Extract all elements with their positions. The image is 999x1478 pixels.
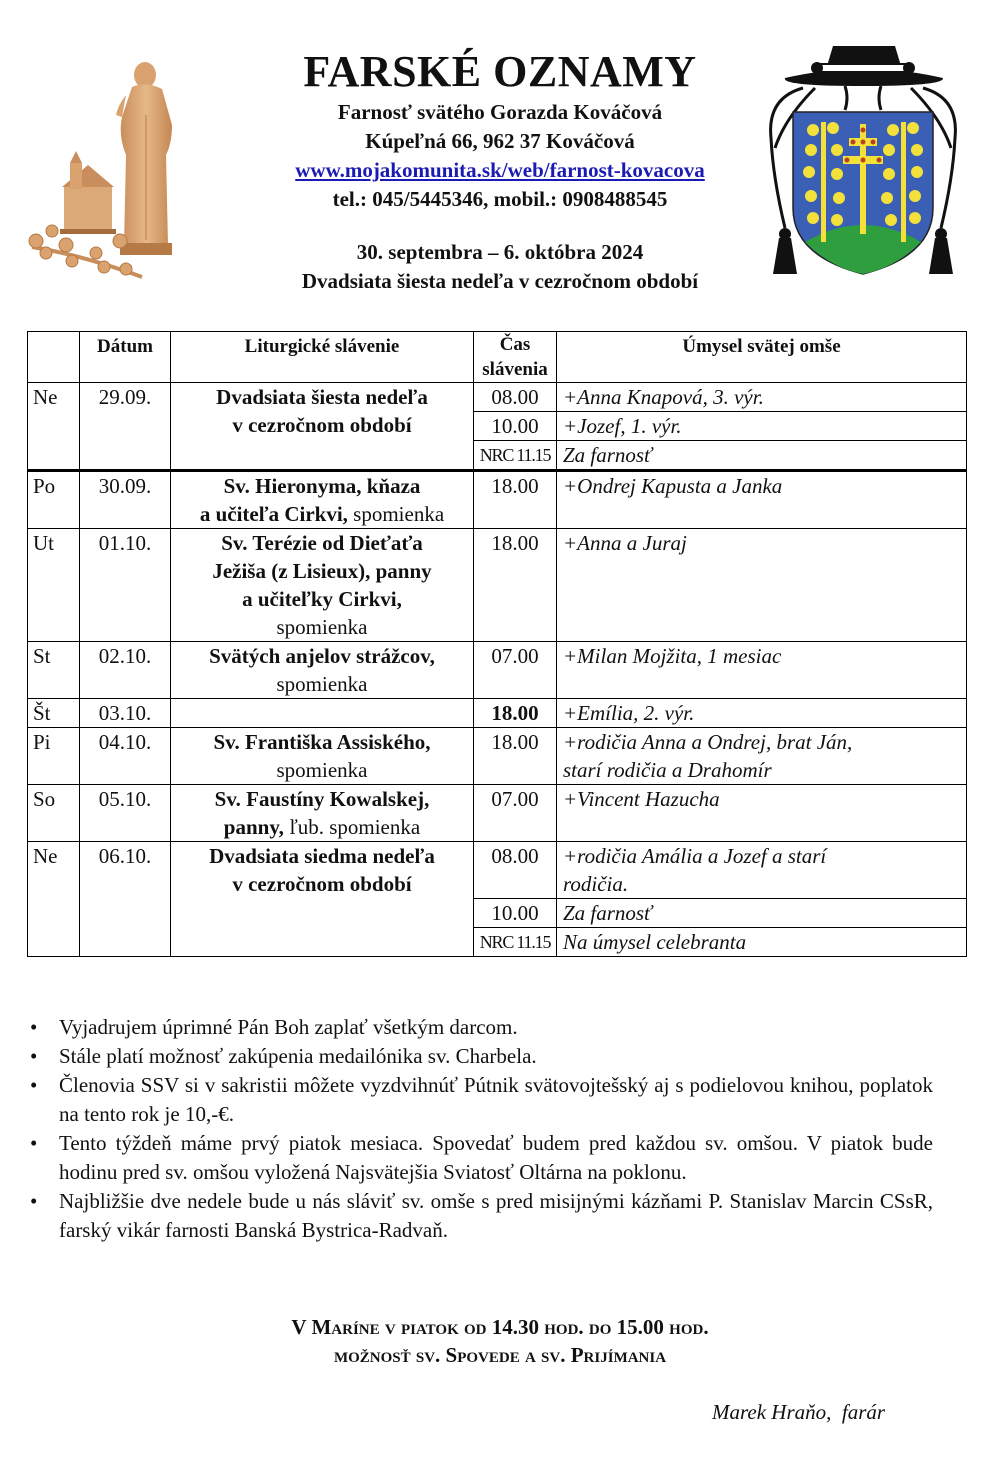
cell-intention: +Milan Mojžita, 1 mesiac	[557, 642, 967, 699]
table-row	[28, 529, 967, 642]
cell-intention: +Ondrej Kapusta a Janka	[557, 471, 967, 529]
header-time-line1: Čas	[499, 334, 531, 355]
cell-day: Ne	[28, 842, 80, 957]
announcement-text: Vyjadrujem úprimné Pán Boh zaplať všetkým darcom.	[59, 1015, 518, 1039]
announcement-item	[30, 1071, 933, 1129]
cell-time: 18.00	[474, 471, 557, 529]
intention-line: rodičia.	[563, 872, 629, 896]
announcement-text: Tento týždeň máme prvý piatok mesiaca. Spovedať budem pred každou sv. omšou. V piatok bude hodinu pred sv. omšou vyložená Najsvätejšia Sviatosť Oltárna na poklonu.	[59, 1131, 933, 1184]
liturgy-rank: ľub. spomienka	[289, 815, 421, 839]
cell-day: So	[28, 785, 80, 842]
announcement-text: Najbližšie dve nedele bude u nás sláviť sv. omše s pred misijnými kázňami P. Stanislav Marcin CSsR, farský vikár farnosti Banská Bystrica-Radvaň.	[59, 1189, 933, 1242]
closing-line: V Maríne v piatok od 14.30 hod. do 15.00 hod.	[291, 1315, 709, 1339]
cell-time: NRC 11.15	[474, 441, 557, 471]
statue-illustration	[22, 55, 192, 285]
cell-day: Št	[28, 699, 80, 728]
announcement-item	[30, 1042, 933, 1071]
cell-time: 08.00	[474, 383, 557, 412]
cell-liturgy	[171, 471, 474, 529]
cell-day: Po	[28, 471, 80, 529]
cell-time: 10.00	[474, 899, 557, 928]
closing-note	[160, 1313, 840, 1369]
cell-liturgy	[171, 728, 474, 785]
header-time	[474, 332, 557, 383]
cell-date: 04.10.	[80, 728, 171, 785]
liturgy-line: Dvadsiata siedma nedeľa	[209, 844, 435, 868]
church-model	[60, 151, 116, 234]
saint-statue	[116, 62, 172, 255]
header-liturgy: Liturgické slávenie	[171, 332, 474, 383]
liturgy-line: Svätých anjelov strážcov,	[209, 644, 435, 668]
page-title: FARSKÉ OZNAMY	[303, 47, 697, 96]
bullet-icon: •	[30, 1189, 38, 1213]
cell-day: Pi	[28, 728, 80, 785]
cell-date: 29.09.	[80, 383, 171, 471]
cell-time: 18.00	[474, 699, 557, 728]
liturgy-line: Sv. Františka Assiského,	[213, 730, 431, 754]
table-row	[28, 842, 967, 899]
date-range: 30. septembra – 6. októbra 2024	[356, 240, 644, 264]
liturgy-line: panny,	[223, 815, 284, 839]
liturgy-line: a učiteľa Cirkvi,	[199, 502, 348, 526]
intention-line: +rodičia Anna a Ondrej, brat Ján,	[563, 730, 853, 754]
table-row	[28, 471, 967, 529]
cell-day: Ut	[28, 529, 80, 642]
table-row	[28, 642, 967, 699]
header-day	[28, 332, 80, 383]
bullet-icon: •	[30, 1073, 38, 1097]
coat-of-arms	[755, 38, 970, 278]
parish-website-link[interactable]: www.mojakomunita.sk/web/farnost-kovacova	[295, 158, 705, 182]
liturgy-rank: spomienka	[353, 502, 445, 526]
cell-time: NRC 11.15	[474, 928, 557, 957]
cell-date: 03.10.	[80, 699, 171, 728]
announcements-list	[30, 1013, 933, 1245]
cell-intention: +Anna a Juraj	[557, 529, 967, 642]
liturgy-line: Dvadsiata šiesta nedeľa	[216, 385, 428, 409]
galero-hat-icon	[785, 46, 943, 86]
announcement-item	[30, 1187, 933, 1245]
header-text	[240, 46, 760, 296]
bullet-icon: •	[30, 1044, 38, 1068]
closing-line: možnosť sv. Spovede a sv. Prijímania	[333, 1343, 667, 1367]
bullet-icon: •	[30, 1015, 38, 1039]
cell-intention: +Emília, 2. výr.	[557, 699, 967, 728]
table-row	[28, 699, 967, 728]
header-intention: Úmysel svätej omše	[557, 332, 967, 383]
cell-liturgy	[171, 785, 474, 842]
signature: Marek Hraňo, farár	[712, 1400, 886, 1424]
parish-name: Farnosť svätého Gorazda Kováčová	[337, 100, 663, 124]
cell-time: 18.00	[474, 728, 557, 785]
cell-liturgy	[171, 699, 474, 728]
table-row	[28, 728, 967, 785]
cell-time: 18.00	[474, 529, 557, 642]
liturgy-rank: spomienka	[276, 758, 368, 782]
liturgy-line: Sv. Faustíny Kowalskej,	[214, 787, 430, 811]
cell-time: 10.00	[474, 412, 557, 441]
table-header-row	[28, 332, 967, 383]
cell-time: 07.00	[474, 642, 557, 699]
intention-line: +rodičia Amália a Jozef a starí	[563, 844, 827, 868]
announcement-text: Členovia SSV si v sakristii môžete vyzdvihnúť Pútnik svätovojtešský aj s podielovou knihou, poplatok na tento rok je 10,-€.	[59, 1073, 933, 1126]
intention-line: starí rodičia a Drahomír	[563, 758, 772, 782]
liturgy-line: Sv. Hieronyma, kňaza	[223, 474, 421, 498]
cell-date: 30.09.	[80, 471, 171, 529]
cell-date: 02.10.	[80, 642, 171, 699]
cell-liturgy	[171, 529, 474, 642]
table-row	[28, 383, 967, 412]
liturgy-line: v cezročnom období	[232, 872, 412, 896]
mass-schedule-table	[27, 331, 967, 957]
liturgical-week: Dvadsiata šiesta nedeľa v cezročnom období	[301, 269, 699, 293]
cell-time: 08.00	[474, 842, 557, 899]
cell-intention: Na úmysel celebranta	[557, 928, 967, 957]
liturgy-line: a učiteľky Cirkvi,	[242, 587, 402, 611]
cell-date: 01.10.	[80, 529, 171, 642]
announcement-item	[30, 1013, 933, 1042]
announcement-item	[30, 1129, 933, 1187]
header-date: Dátum	[80, 332, 171, 383]
cell-intention: Za farnosť	[557, 441, 967, 471]
cell-intention: +Jozef, 1. výr.	[557, 412, 967, 441]
liturgy-rank: spomienka	[276, 672, 368, 696]
cell-intention: +Anna Knapová, 3. výr.	[557, 383, 967, 412]
parish-address: Kúpeľná 66, 962 37 Kováčová	[365, 129, 635, 153]
announcement-text: Stále platí možnosť zakúpenia medailónika sv. Charbela.	[59, 1044, 537, 1068]
liturgy-line: v cezročnom období	[232, 413, 412, 437]
cell-intention: Za farnosť	[557, 899, 967, 928]
cell-liturgy	[171, 842, 474, 957]
parish-phones: tel.: 045/5445346, mobil.: 0908488545	[332, 187, 668, 211]
liturgy-line: Ježiša (z Lisieux), panny	[212, 559, 432, 583]
cell-time: 07.00	[474, 785, 557, 842]
cell-intention	[557, 842, 967, 899]
liturgy-line: Sv. Terézie od Dieťaťa	[221, 531, 423, 555]
cell-liturgy	[171, 642, 474, 699]
shield	[793, 112, 933, 274]
bullet-icon: •	[30, 1131, 38, 1155]
cell-date: 05.10.	[80, 785, 171, 842]
table-row	[28, 785, 967, 842]
cell-day: Ne	[28, 383, 80, 471]
page-header	[0, 0, 999, 320]
cell-intention	[557, 728, 967, 785]
cell-intention: +Vincent Hazucha	[557, 785, 967, 842]
cell-liturgy	[171, 383, 474, 471]
cell-day: St	[28, 642, 80, 699]
liturgy-rank: spomienka	[276, 615, 368, 639]
cell-date: 06.10.	[80, 842, 171, 957]
header-time-line2: slávenia	[482, 359, 548, 380]
